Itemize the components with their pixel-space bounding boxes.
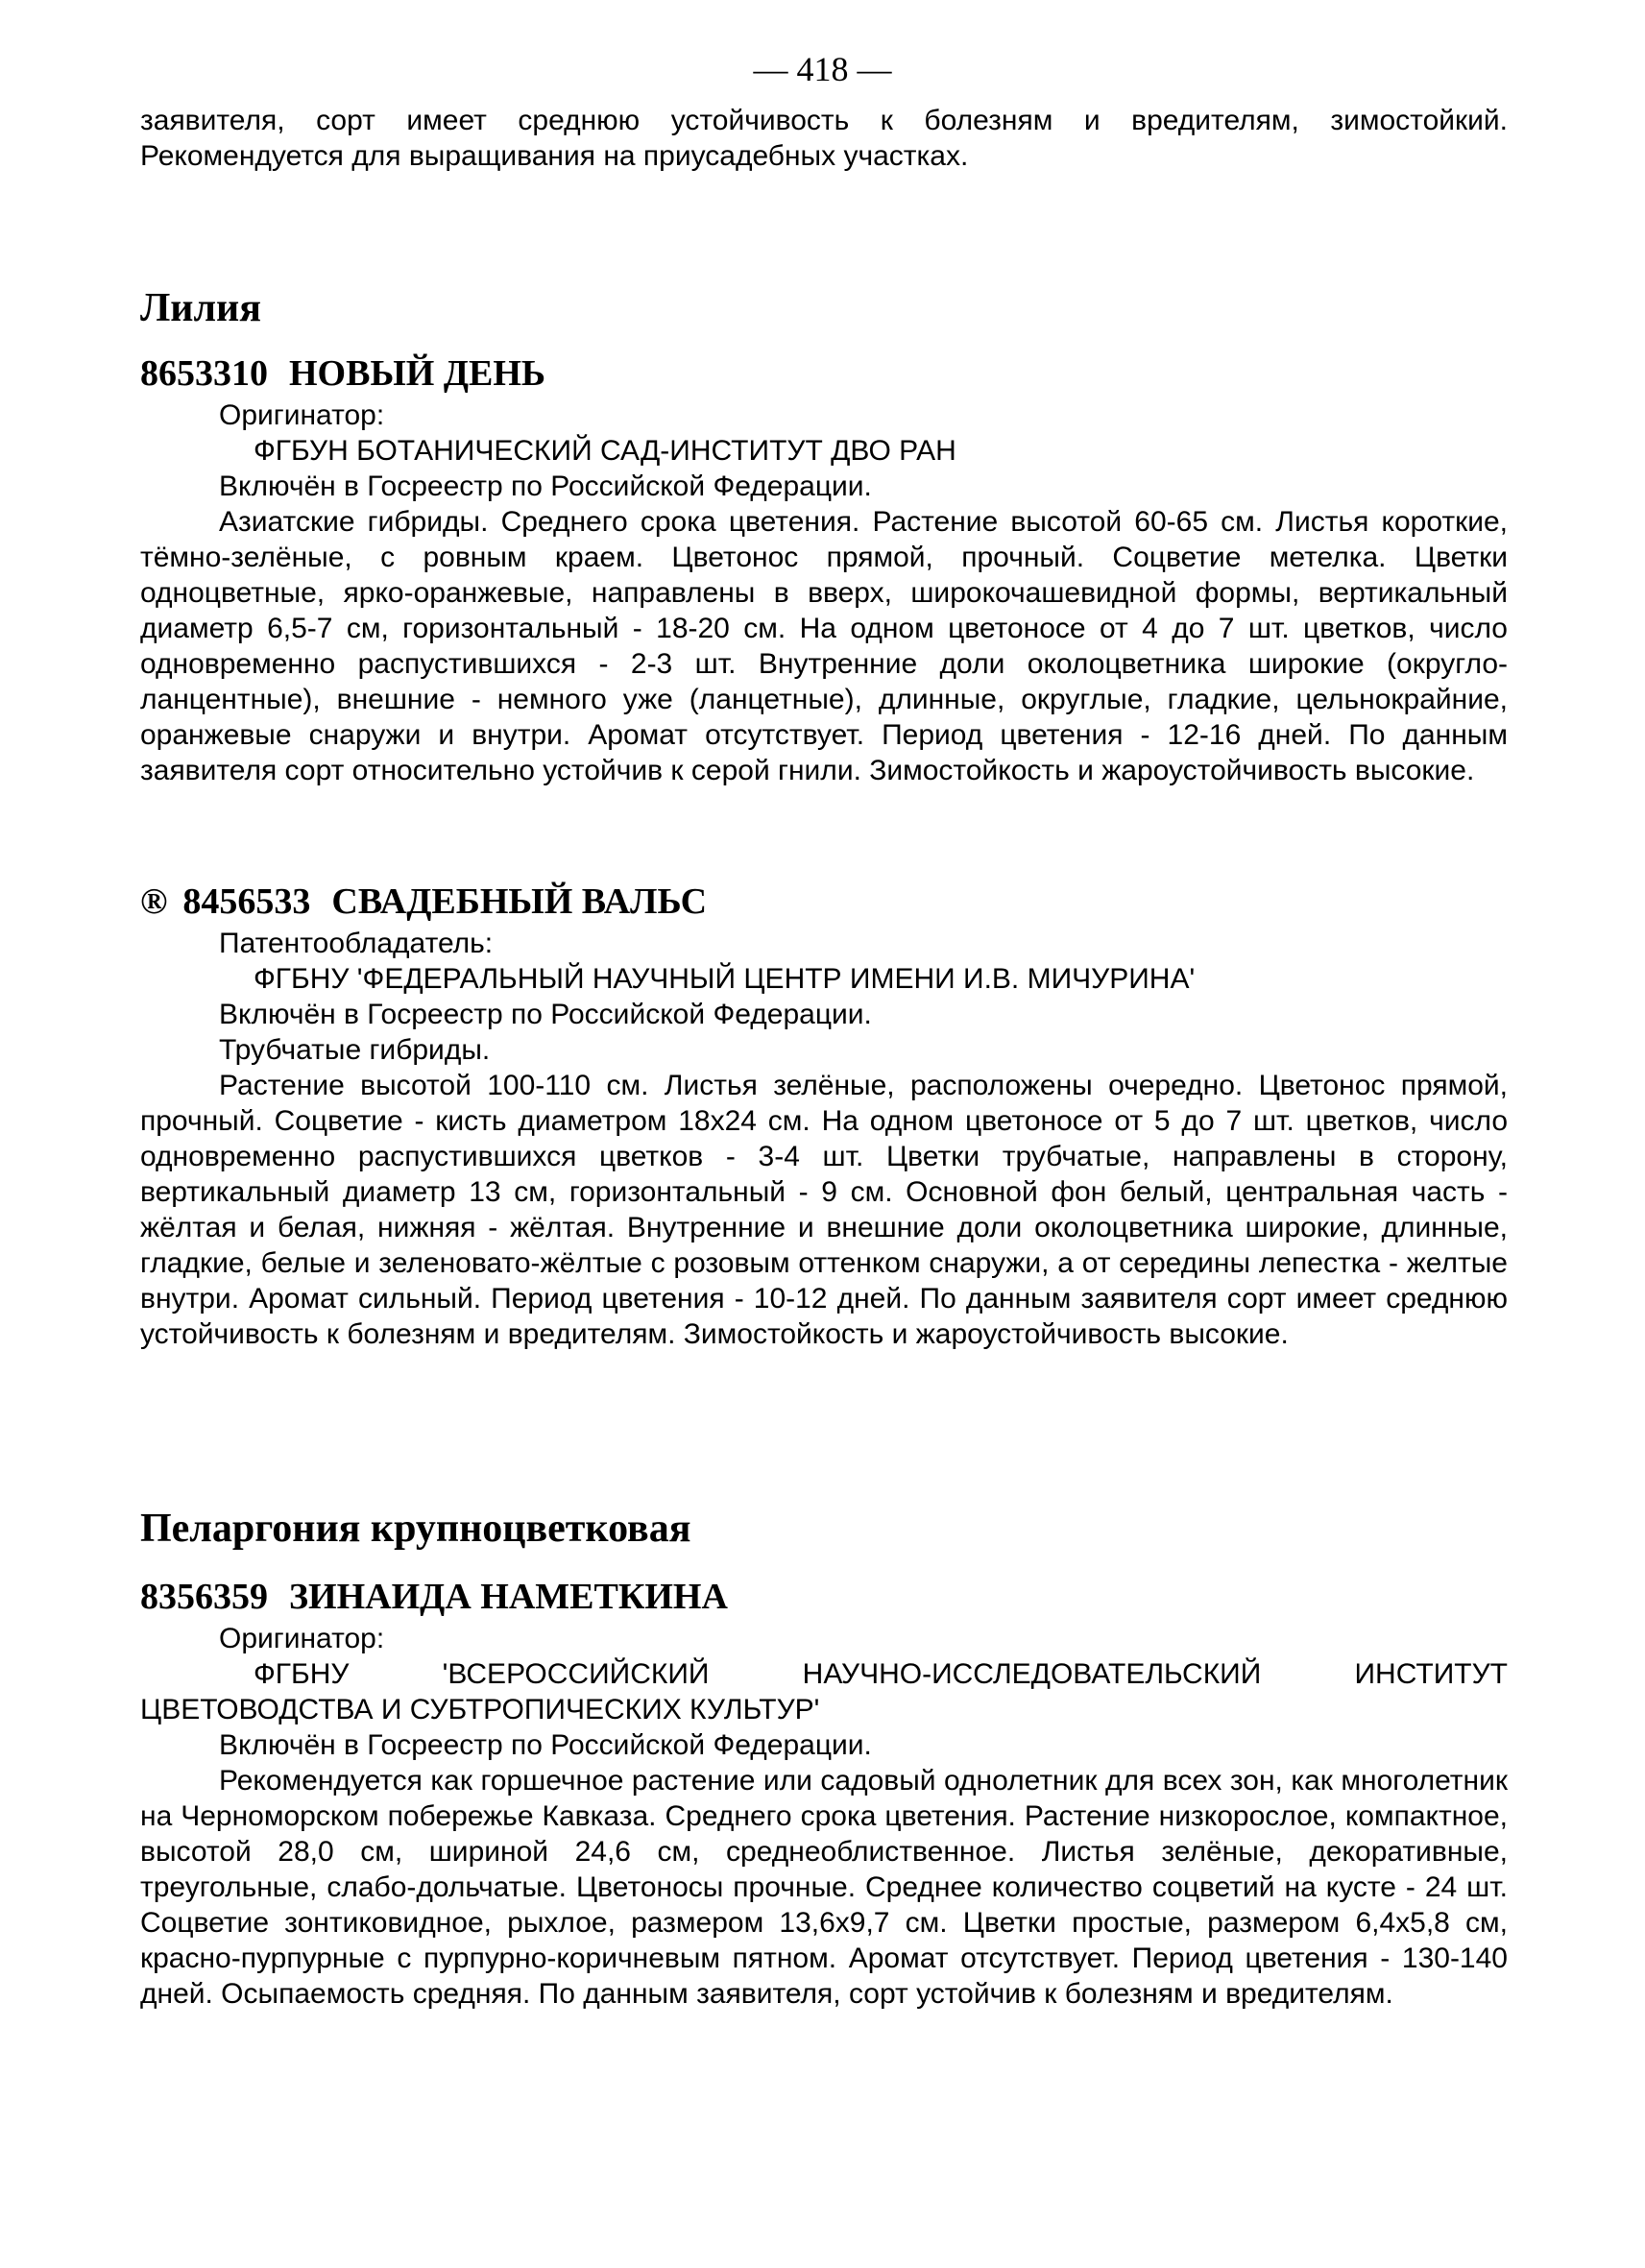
sort-entry-zinaida-nametkina: [140, 1575, 1508, 2012]
sort-entry-svadebnyi-vals: [140, 880, 1508, 1352]
holder-name: ФГБНУ 'ФЕДЕРАЛЬНЫЙ НАУЧНЫЙ ЦЕНТР ИМЕНИ И.В. МИЧУРИНА': [254, 963, 1196, 995]
registry-note: Включён в Госреестр по Российской Федерации.: [219, 1729, 872, 1761]
genus-block-lily: [140, 284, 1508, 332]
hybrid-group: Трубчатые гибриды.: [219, 1034, 491, 1066]
sort-description: Растение высотой 100-110 см. Листья зелёные, расположены очередно. Цветонос прямой, прочный. Соцветие - кисть диаметром 18х24 см. На одном цветоносе от 5 до 7 шт. цветков, число одновременно распустившихся цветков - 3-4 шт. Цветки трубчатые, направлены в сторону, вертикальный диаметр 13 см, горизонтальный - 9 см. Основной фон белый, центральная часть - жёлтая и белая, нижняя - жёлтая. Внутренние и внешние доли околоцветника широкие, длинные, гладкие, белые и зеленовато-жёлтые с розовым оттенком снаружи, а от середины лепестка - желтые внутри. Аромат сильный. Период цветения - 10-12 дней. По данным заявителя сорт имеет среднюю устойчивость к болезням и вредителям. Зимостойкость и жароустойчивость высокие.: [140, 1070, 1508, 1350]
sort-name: ЗИНАИДА НАМЕТКИНА: [289, 1577, 728, 1617]
registered-mark: ®: [140, 881, 168, 922]
originator-label: Оригинатор:: [219, 399, 385, 431]
sort-code: 8356359: [140, 1577, 268, 1617]
genus-heading: Лилия: [140, 286, 261, 330]
sort-code: 8456533: [182, 881, 311, 922]
page-number: — 418 —: [753, 50, 892, 88]
originator-name: ФГБУН БОТАНИЧЕСКИЙ САД-ИНСТИТУТ ДВО РАН: [254, 435, 956, 467]
genus-heading: Пеларгония крупноцветковая: [140, 1507, 691, 1551]
holder-label: Патентообладатель:: [219, 928, 494, 959]
intro-block: [140, 103, 1508, 174]
sort-name: НОВЫЙ ДЕНЬ: [289, 353, 546, 394]
registry-note: Включён в Госреестр по Российской Федерации.: [219, 999, 872, 1030]
genus-block-pelargonium: [140, 1505, 1508, 1553]
sort-name: СВАДЕБНЫЙ ВАЛЬС: [331, 881, 708, 922]
originator-name-line2: ЦВЕТОВОДСТВА И СУБТРОПИЧЕСКИХ КУЛЬТУР': [140, 1694, 820, 1725]
intro-paragraph: заявителя, сорт имеет среднюю устойчивость к болезням и вредителям, зимостойкий. Рекомендуется для выращивания на приусадебных участках.: [140, 105, 1508, 172]
sort-code: 8653310: [140, 353, 268, 394]
originator-label: Оригинатор:: [219, 1623, 385, 1654]
sort-description: Азиатские гибриды. Среднего срока цветения. Растение высотой 60-65 см. Листья короткие, тёмно-зелёные, с ровным краем. Цветонос прямой, прочный. Соцветие метелка. Цветки одноцветные, ярко-оранжевые, направлены в вверх, широкочашевидной формы, вертикальный диаметр 6,5-7 см, горизонтальный - 18-20 см. На одном цветоносе от 4 до 7 шт. цветков, число одновременно распустившихся - 2-3 шт. Внутренние доли околоцветника широкие (округло-ланцентные), внешние - немного уже (ланцетные), длинные, округлые, гладкие, цельнокрайние, оранжевые снаружи и внутри. Аромат отсутствует. Период цветения - 12-16 дней. По данным заявителя сорт относительно устойчив к серой гнили. Зимостойкость и жароустойчивость высокие.: [140, 506, 1508, 786]
registry-note: Включён в Госреестр по Российской Федерации.: [219, 470, 872, 502]
sort-heading: [140, 1575, 1508, 1619]
sort-description: Рекомендуется как горшечное растение или садовый однолетник для всех зон, как многолетник на Черноморском побережье Кавказа. Среднего срока цветения. Растение низкорослое, компактное, высотой 28,0 см, шириной 24,6 см, среднеоблиственное. Листья зелёные, декоративные, треугольные, слабо-дольчатые. Цветоносы прочные. Среднее количество соцветий на кусте - 24 шт. Соцветие зонтиковидное, рыхлое, размером 13,6х9,7 см. Цветки простые, размером 6,4х5,8 см, красно-пурпурные с пурпурно-коричневым пятном. Аромат отсутствует. Период цветения - 130-140 дней. Осыпаемость средняя. По данным заявителя, сорт устойчив к болезням и вредителям.: [140, 1765, 1508, 2010]
sort-entry-novyi-den: [140, 351, 1508, 788]
sort-heading: [140, 880, 1508, 924]
originator-name-line1: ФГБНУ 'ВСЕРОССИЙСКИЙ НАУЧНО-ИССЛЕДОВАТЕЛЬСКИЙ ИНСТИТУТ: [254, 1658, 1508, 1690]
sort-heading: [140, 351, 1508, 396]
